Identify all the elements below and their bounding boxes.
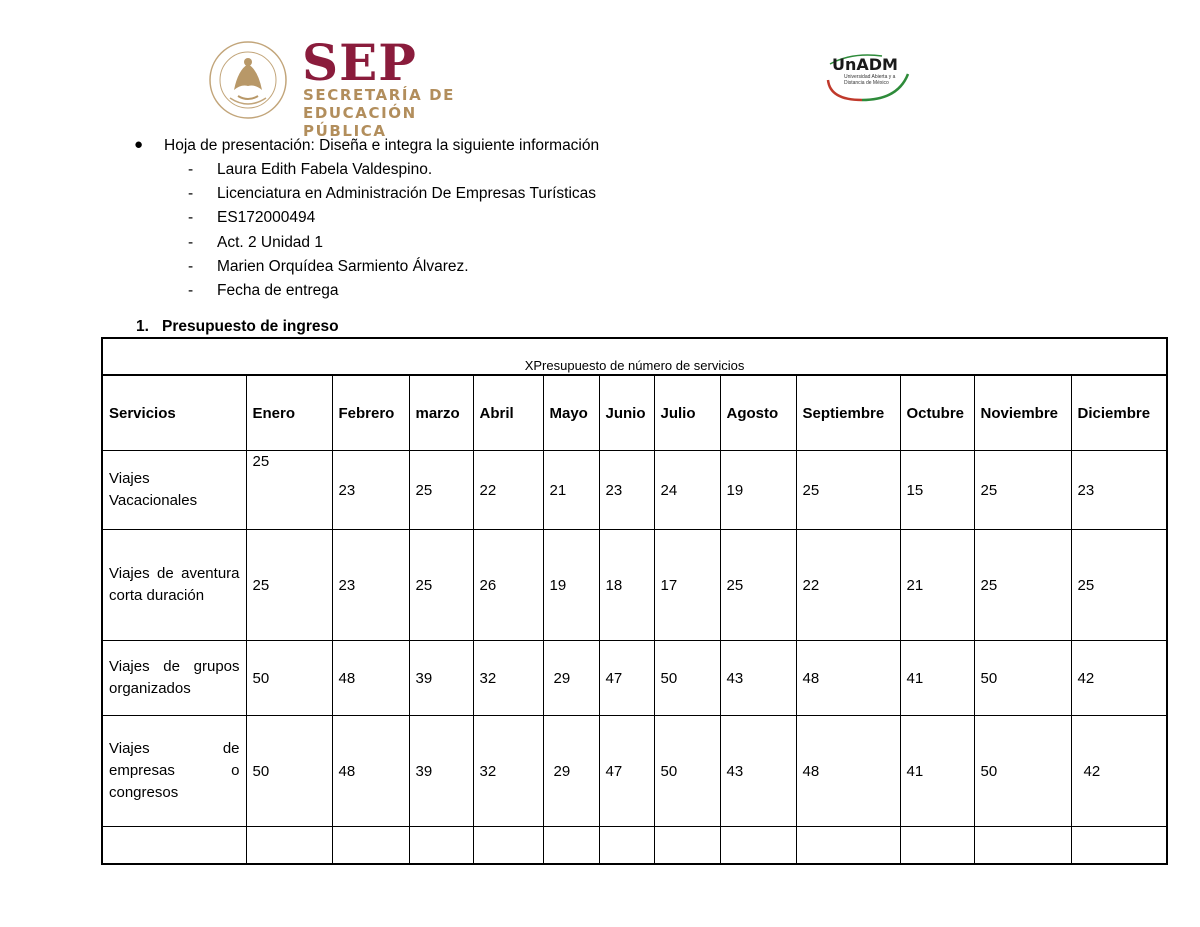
column-header: Enero [246,375,332,451]
section-title [136,318,339,336]
column-header: Septiembre [796,375,900,451]
table-row [102,641,1167,716]
value-cell: 24 [654,451,720,530]
value-cell: 32 [473,716,543,827]
value-cell: 47 [599,716,654,827]
column-header: Diciembre [1071,375,1167,451]
column-header: Agosto [720,375,796,451]
value-cell: 42 [1071,641,1167,716]
presentation-heading: Hoja de presentación: Diseña e integra la siguiente información [164,137,600,154]
column-header: Servicios [102,375,246,451]
empty-cell [102,827,246,865]
value-cell: 39 [409,641,473,716]
dash-icon: - [188,161,194,178]
column-header: Febrero [332,375,409,451]
value-cell: 39 [409,716,473,827]
value-cell: 17 [654,530,720,641]
value-cell: 43 [720,641,796,716]
value-cell: 25 [974,530,1071,641]
mexico-seal-icon [208,40,288,120]
table-caption-row [102,338,1167,375]
value-cell: 42 [1071,716,1167,827]
service-cell: Viajes de empresas o congresos [102,716,246,827]
value-cell: 50 [654,716,720,827]
value-cell: 25 [409,451,473,530]
value-cell: 22 [796,530,900,641]
unadm-title: UnADM [832,55,898,74]
value-cell: 25 [796,451,900,530]
table-row-empty [102,827,1167,865]
value-cell: 25 [246,451,332,530]
value-cell: 29 [543,716,599,827]
table-row [102,716,1167,827]
value-cell: 23 [1071,451,1167,530]
dash-icon: - [188,233,194,251]
value-cell: 25 [974,451,1071,530]
due-date: Fecha de entrega [217,281,339,299]
value-cell: 23 [332,530,409,641]
empty-cell [246,827,332,865]
value-cell: 50 [246,641,332,716]
student-id: ES172000494 [217,209,316,227]
teacher-name: Marien Orquídea Sarmiento Álvarez. [217,257,469,275]
value-cell: 15 [900,451,974,530]
value-cell: 29 [543,641,599,716]
value-cell: 21 [900,530,974,641]
value-cell: 50 [974,716,1071,827]
empty-cell [473,827,543,865]
value-cell: 23 [332,451,409,530]
empty-cell [900,827,974,865]
empty-cell [796,827,900,865]
value-cell: 48 [332,641,409,716]
empty-cell [409,827,473,865]
value-cell: 43 [720,716,796,827]
column-header: Octubre [900,375,974,451]
value-cell: 48 [332,716,409,827]
empty-cell [654,827,720,865]
value-cell: 21 [543,451,599,530]
degree-program: Licenciatura en Administración De Empresas Turísticas [217,185,597,203]
value-cell: 26 [473,530,543,641]
bullet-icon: ● [134,136,144,153]
value-cell: 41 [900,716,974,827]
value-cell: 48 [796,716,900,827]
table-caption: XPresupuesto de número de servicios [102,338,1167,375]
column-header: Junio [599,375,654,451]
value-cell: 18 [599,530,654,641]
value-cell: 25 [409,530,473,641]
empty-cell [720,827,796,865]
activity: Act. 2 Unidad 1 [217,233,323,251]
sep-subtitle-1: SECRETARÍA DE [303,86,455,104]
budget-table [101,337,1168,865]
dash-icon: - [188,185,194,203]
value-cell: 50 [654,641,720,716]
column-header: marzo [409,375,473,451]
student-name: Laura Edith Fabela Valdespino. [217,161,433,178]
unadm-subtitle: Universidad Abierta y a Distancia de México [844,74,896,86]
section-title-text: Presupuesto de ingreso [162,318,339,335]
column-header: Julio [654,375,720,451]
section-number: 1. [136,318,149,335]
table-header-row [102,375,1167,451]
unadm-logo [822,50,914,106]
table-row [102,530,1167,641]
table-row [102,451,1167,530]
sep-title: SEP [302,33,417,92]
sep-logo [208,33,468,140]
value-cell: 25 [246,530,332,641]
service-cell: Viajes de aventura corta duración [102,530,246,641]
column-header: Abril [473,375,543,451]
value-cell: 23 [599,451,654,530]
value-cell: 48 [796,641,900,716]
empty-cell [599,827,654,865]
empty-cell [543,827,599,865]
value-cell: 19 [720,451,796,530]
empty-cell [332,827,409,865]
sep-subtitle-2: EDUCACIÓN PÚBLICA [303,104,417,140]
value-cell: 50 [974,641,1071,716]
dash-icon: - [188,209,194,227]
value-cell: 47 [599,641,654,716]
value-cell: 32 [473,641,543,716]
value-cell: 41 [900,641,974,716]
value-cell: 25 [1071,530,1167,641]
empty-cell [974,827,1071,865]
value-cell: 25 [720,530,796,641]
column-header: Noviembre [974,375,1071,451]
value-cell: 50 [246,716,332,827]
dash-icon: - [188,257,194,275]
value-cell: 22 [473,451,543,530]
dash-icon: - [188,281,194,299]
service-cell: Viajes Vacacionales [102,451,246,530]
column-header: Mayo [543,375,599,451]
service-cell: Viajes de grupos organizados [102,641,246,716]
empty-cell [1071,827,1167,865]
value-cell: 19 [543,530,599,641]
